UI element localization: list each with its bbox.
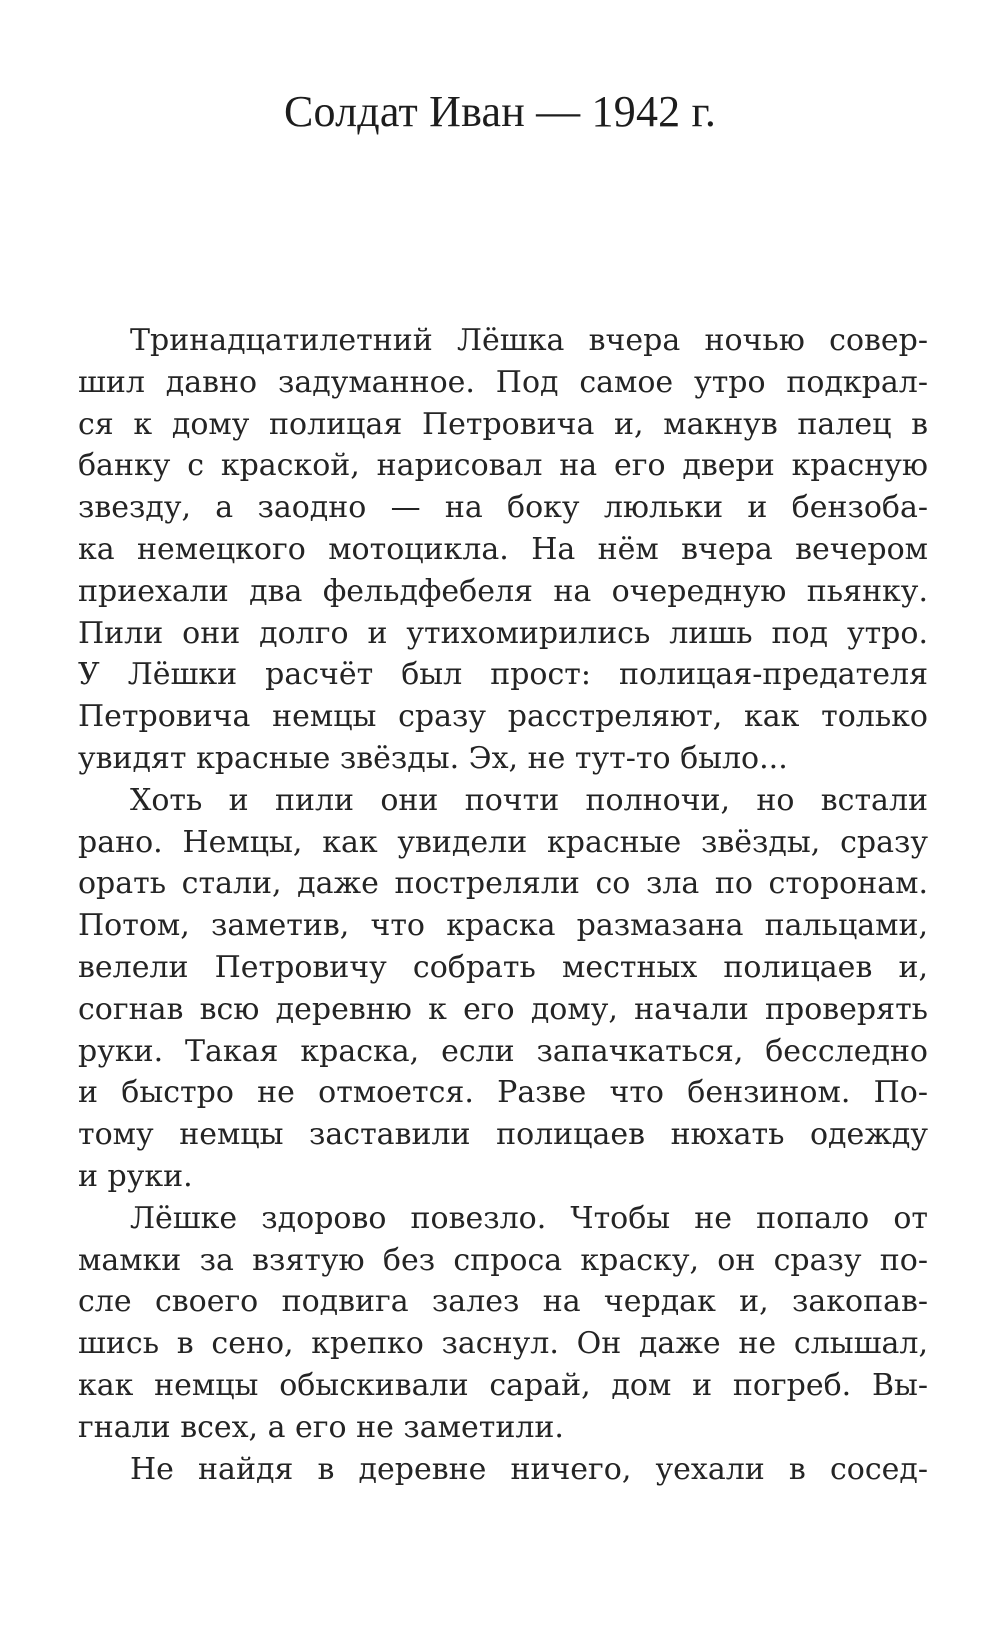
text-line: ся к дому полицая Петровича и, макнув палец в	[78, 406, 928, 442]
text-line: увидят красные звёзды. Эх, не тут-то было...	[78, 740, 788, 776]
text-line: Пили они долго и утихомирились лишь под утро.	[78, 615, 928, 651]
text-line: и быстро не отмоется. Разве что бензином. По-	[78, 1075, 928, 1111]
text-line: У Лёшки расчёт был прост: полицая-предателя	[78, 657, 928, 693]
text-line: ка немецкого мотоцикла. На нём вчера вечером	[78, 531, 928, 567]
paragraph-1	[78, 320, 928, 780]
text-line: Не найдя в деревне ничего, уехали в сосед-	[130, 1451, 928, 1487]
text-line: Тринадцатилетний Лёшка вчера ночью совер-	[130, 323, 928, 358]
text-line: и руки.	[78, 1158, 193, 1194]
chapter-title: Солдат Иван — 1942 г.	[283, 87, 717, 136]
text-line: Потом, заметив, что краска размазана пальцами,	[78, 908, 928, 944]
text-line: звезду, а заодно — на боку люльки и бензоба-	[78, 490, 928, 526]
text-line: Петровича немцы сразу расстреляют, как только	[78, 699, 928, 735]
text-line: Хоть и пили они почти полночи, но встали	[130, 782, 928, 818]
text-line: орать стали, даже постреляли со зла по сторонам.	[78, 866, 928, 902]
paragraph-3	[78, 1198, 928, 1449]
text-line: согнав всю деревню к его дому, начали проверять	[78, 991, 928, 1027]
text-line: руки. Такая краска, если запачкаться, бесследно	[78, 1033, 928, 1069]
text-line: Лёшке здорово повезло. Чтобы не попало от	[130, 1200, 928, 1236]
text-line: как немцы обыскивали сарай, дом и погреб. Вы-	[78, 1367, 928, 1403]
text-line: шись в сено, крепко заснул. Он даже не слышал,	[78, 1326, 928, 1362]
text-line: банку с краской, нарисовал на его двери красную	[78, 448, 928, 484]
text-line: приехали два фельдфебеля на очередную пьянку.	[78, 573, 928, 609]
text-line: гнали всех, а его не заметили.	[78, 1409, 564, 1445]
text-line: шил давно задуманное. Под самое утро подкрал-	[78, 364, 928, 400]
chapter-body	[78, 320, 928, 1490]
text-line: мамки за взятую без спроса краску, он сразу по-	[78, 1242, 928, 1278]
text-line: сле своего подвига залез на чердак и, закопав-	[78, 1284, 928, 1320]
text-line: велели Петровичу собрать местных полицаев и,	[78, 949, 928, 985]
text-line: тому немцы заставили полицаев нюхать одежду	[78, 1117, 928, 1153]
paragraph-4	[78, 1449, 928, 1491]
paragraph-2	[78, 780, 928, 1198]
text-line: рано. Немцы, как увидели красные звёзды, сразу	[78, 824, 928, 860]
